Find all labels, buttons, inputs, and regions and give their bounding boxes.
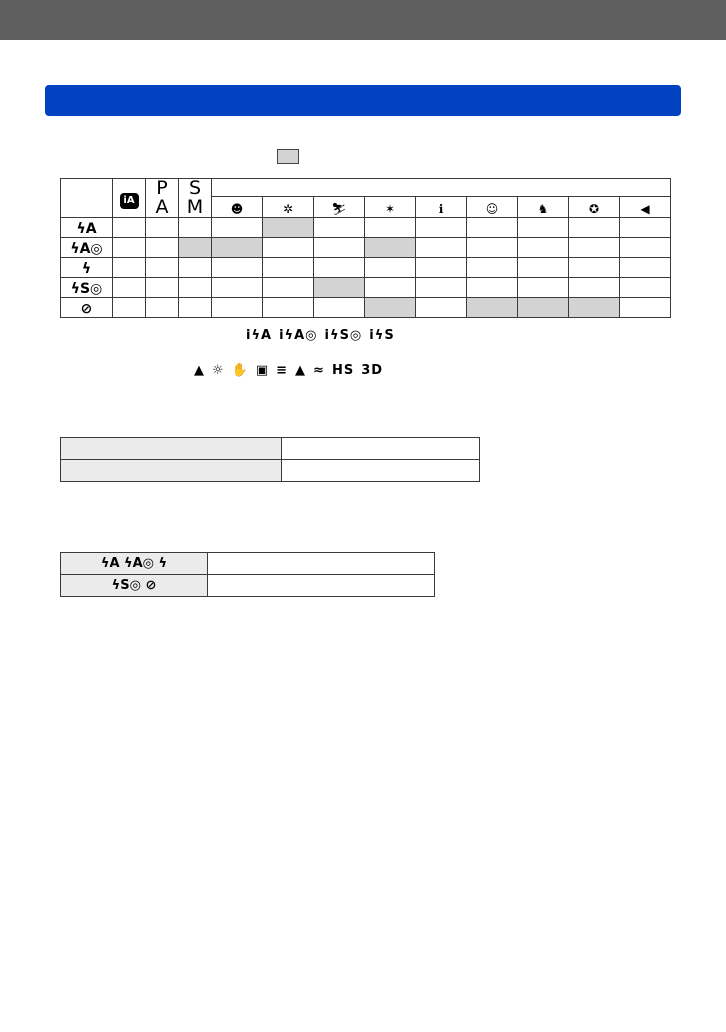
info-row1-label	[61, 438, 282, 460]
flash-row	[61, 238, 671, 258]
flash-mode-icon-cell	[61, 218, 113, 238]
scene-mode-icon: ☼	[212, 363, 225, 378]
availability-cell	[113, 298, 146, 318]
availability-cell	[314, 218, 365, 238]
availability-cell	[467, 258, 518, 278]
ia-flash-icon: iϟA◎	[279, 328, 318, 343]
scene-header-2	[263, 197, 314, 218]
flash-mode-icon-cell	[61, 258, 113, 278]
scene-mode-icon: HS	[331, 363, 355, 378]
availability-cell	[365, 278, 416, 298]
scene-mode-icon: ▲	[295, 363, 307, 378]
scene-header-1	[212, 197, 263, 218]
section-title-bar	[45, 85, 681, 116]
availability-cell	[569, 298, 620, 318]
top-header-bar	[0, 0, 726, 40]
availability-cell	[416, 278, 467, 298]
gray-legend-swatch	[277, 149, 299, 164]
scene-mode-icon: ✋	[231, 363, 249, 378]
scene-group-header	[212, 179, 671, 197]
ia-flash-icons	[246, 328, 402, 343]
scene-icon: ♞	[537, 201, 549, 216]
scene-header-4	[365, 197, 416, 218]
availability-cell	[314, 298, 365, 318]
availability-cell	[620, 238, 671, 258]
availability-cell	[146, 238, 179, 258]
availability-cell	[365, 298, 416, 318]
availability-cell	[212, 278, 263, 298]
flash-row	[61, 258, 671, 278]
flash-mode-icon-cell	[61, 238, 113, 258]
availability-cell	[467, 298, 518, 318]
flash-mode-icon: ϟS◎	[70, 281, 103, 297]
scene-icon: ℹ	[438, 201, 444, 216]
scene-header-7	[518, 197, 569, 218]
flash-row	[61, 218, 671, 238]
availability-cell	[467, 238, 518, 258]
scene-icon: ⛷	[331, 201, 347, 216]
availability-cell	[518, 218, 569, 238]
availability-cell	[620, 278, 671, 298]
availability-cell	[179, 238, 212, 258]
ia-flash-icon: iϟS◎	[324, 328, 363, 343]
availability-cell	[146, 278, 179, 298]
availability-cell	[569, 258, 620, 278]
availability-cell	[179, 258, 212, 278]
availability-cell	[416, 218, 467, 238]
ia-mode-icon: iA	[120, 193, 139, 209]
info-table-two-row	[60, 437, 480, 482]
scene-header-3	[314, 197, 365, 218]
availability-cell	[569, 238, 620, 258]
scene-header-9	[620, 197, 671, 218]
availability-cell	[146, 298, 179, 318]
availability-cell	[365, 218, 416, 238]
availability-cell	[146, 258, 179, 278]
flash-group-row2-value	[208, 575, 435, 597]
availability-cell	[179, 218, 212, 238]
info-row2-value	[282, 460, 480, 482]
availability-cell	[365, 258, 416, 278]
availability-cell	[314, 238, 365, 258]
scene-icon: ◀	[640, 201, 650, 216]
availability-cell	[518, 258, 569, 278]
availability-cell	[314, 258, 365, 278]
ia-flash-icon: iϟA	[246, 328, 273, 343]
scene-icon: ✪	[588, 201, 600, 216]
scene-mode-icon: 3D	[361, 363, 384, 378]
flash-availability-table	[60, 178, 671, 318]
scene-mode-icon: ▲	[194, 363, 205, 378]
availability-cell	[113, 278, 146, 298]
flash-mode-icon: ⊘	[80, 301, 93, 317]
flash-mode-icon-cell	[61, 298, 113, 318]
availability-cell	[365, 238, 416, 258]
availability-cell	[212, 258, 263, 278]
flash-group-table	[60, 552, 435, 597]
flash-mode-icon-cell	[61, 278, 113, 298]
mode-ia-header	[113, 179, 146, 218]
availability-cell	[263, 258, 314, 278]
availability-cell	[146, 218, 179, 238]
scene-header-5	[416, 197, 467, 218]
availability-cell	[179, 278, 212, 298]
availability-cell	[569, 218, 620, 238]
availability-cell	[263, 278, 314, 298]
availability-cell	[620, 258, 671, 278]
scene-icon: ✲	[282, 201, 294, 216]
scene-icon: ☺	[485, 201, 499, 216]
availability-cell	[620, 298, 671, 318]
scene-header-6	[467, 197, 518, 218]
availability-cell	[212, 218, 263, 238]
flash-group-row1-icons: ϟA ϟA◎ ϟ	[61, 553, 208, 575]
scene-header-8	[569, 197, 620, 218]
availability-cell	[314, 278, 365, 298]
info-row2-label	[61, 460, 282, 482]
availability-cell	[416, 298, 467, 318]
availability-cell	[113, 258, 146, 278]
availability-cell	[113, 238, 146, 258]
availability-cell	[212, 298, 263, 318]
scene-mode-icon: ≈	[313, 363, 325, 378]
scene-icon: ✶	[384, 201, 396, 216]
availability-cell	[416, 238, 467, 258]
availability-cell	[518, 238, 569, 258]
scene-mode-icon: ▣	[255, 363, 270, 378]
mode-pa-header: P A	[146, 179, 179, 218]
availability-cell	[263, 238, 314, 258]
mode-sm-header: S M	[179, 179, 212, 218]
corner-cell	[61, 179, 113, 218]
availability-cell	[569, 278, 620, 298]
scene-mode-icons	[194, 363, 390, 378]
scene-icon: ☻	[230, 201, 244, 216]
availability-cell	[518, 298, 569, 318]
availability-cell	[620, 218, 671, 238]
flash-group-row2-icons: ϟS◎ ⊘	[61, 575, 208, 597]
availability-cell	[212, 238, 263, 258]
availability-cell	[518, 278, 569, 298]
flash-mode-icon: ϟA◎	[70, 241, 103, 257]
flash-mode-icon: ϟ	[81, 261, 92, 277]
availability-cell	[179, 298, 212, 318]
availability-cell	[263, 298, 314, 318]
flash-row	[61, 298, 671, 318]
availability-cell	[113, 218, 146, 238]
availability-cell	[263, 218, 314, 238]
availability-cell	[467, 218, 518, 238]
availability-cell	[467, 278, 518, 298]
flash-row	[61, 278, 671, 298]
flash-group-row1-value	[208, 553, 435, 575]
info-row1-value	[282, 438, 480, 460]
scene-mode-icon: ≡	[276, 363, 289, 378]
flash-mode-icon: ϟA	[76, 221, 97, 237]
availability-cell	[416, 258, 467, 278]
ia-flash-icon: iϟS	[369, 328, 395, 343]
